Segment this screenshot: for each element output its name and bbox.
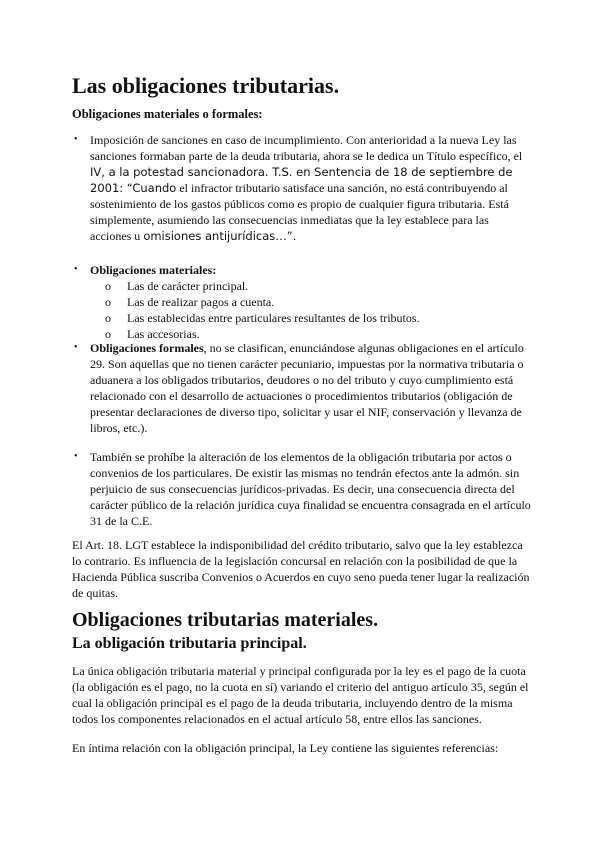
- bullet-dot: •: [74, 134, 78, 145]
- paragraph-referencias: En íntima relación con la obligación principal, la Ley contiene las siguientes referencias:: [72, 741, 499, 755]
- section-heading: Obligaciones tributarias materiales.: [72, 609, 379, 631]
- document-title: Las obligaciones tributarias.: [72, 73, 340, 98]
- bullet-text: También se prohíbe la alteración de los elementos de la obligación tributaria por actos o convenios de los particulares. De existir las mismas no tendrán efectos ante la admón. sin perjuicio de sus consecuencias jurídicos-privadas. Es decir, una consecuencia directa del carácter público de la relación jurídica cuya finalidad se encuentra consagrada en el artículo 31 de la C.E.: [90, 450, 531, 528]
- bullet-text-part: Imposición de sanciones en caso de incumplimiento. Con anterioridad a la nueva Ley las sanciones formaban parte de la deuda tributaria, ahora se le dedica un Título específico, el: [90, 133, 523, 163]
- bullet-text: [90, 132, 532, 244]
- bullet-text-quote-end: omisiones antijurídicas…”.: [143, 229, 297, 243]
- section-subheading: Obligaciones materiales o formales:: [72, 107, 263, 121]
- sub-list-item: [105, 294, 274, 310]
- sub-list-text: Las de carácter principal.: [127, 279, 249, 293]
- paragraph-principal: La única obligación tributaria material y principal configurada por la ley es el pago de la cuota (la obligación es el pago, no la cuota en sí) variando el criterio del antiguo artículo 35, según el cual la obligación principal es el pago de la deuda tributaria, incluyendo dentro de la misma todos los componentes relacionados en el actual artículo 58, entre ellos las sanciones.: [72, 664, 529, 726]
- subbullet-marker: o: [105, 327, 111, 341]
- paragraph-art18: El Art. 18. LGT establece la indisponibilidad del crédito tributario, salvo que la ley establezca lo contrario. Es influencia de la legislación concursal en relación con la posibilidad de que la Hacienda Pública suscriba Convenios o Acuerdos en cuyo seno pueda tener lugar la realización de quitas.: [72, 538, 530, 600]
- subbullet-marker: o: [105, 311, 111, 325]
- sub-list-item: [105, 310, 420, 326]
- sub-list-text: Las accesorias.: [127, 327, 200, 341]
- bullet-text-quote-start: IV, a la potestad sancionadora. T.S. en Sentencia de 18 de septiembre de 2001: “Cuando: [90, 165, 513, 195]
- subbullet-marker: o: [105, 279, 111, 293]
- section-subheading-principal: La obligación tributaria principal.: [72, 635, 307, 652]
- bullet-label: Obligaciones formales: [90, 341, 204, 355]
- bullet-dot: •: [74, 264, 78, 275]
- subbullet-marker: o: [105, 295, 111, 309]
- bullet-text-part: el infractor tributario satisface una sanción, no está contribuyendo al sostenimiento de los gastos públicos como es propio de cualquier figura tributaria. Está simplemente, asumiendo las consecuencias inmediatas que la ley establece para las acciones u: [90, 181, 509, 243]
- bullet-prohibicion: [72, 449, 532, 529]
- bullet-text: , no se clasifican, enunciándose algunas obligaciones en el artículo 29. Son aquellas que no tienen carácter pecuniario, impuestas por la normativa tributaria o aduanera a los obligados tributarios, deudores o no del tributo y cuyo cumplimiento está relacionado con el desarrollo de actuaciones o procedimientos tributarios (obligación de presentar declaraciones de diverso tipo, solicitar y usar el NIF, conservación y llevanza de libros, etc.).: [90, 341, 524, 435]
- bullet-label: Obligaciones materiales:: [90, 263, 217, 277]
- bullet-dot: •: [74, 342, 78, 353]
- bullet-dot: •: [74, 451, 78, 462]
- sub-list-text: Las de realizar pagos a cuenta.: [127, 295, 275, 309]
- bullet-obligaciones-materiales: [72, 262, 532, 278]
- sub-list-item: [105, 278, 248, 294]
- bullet-obligaciones-formales: [72, 340, 532, 436]
- bullet-sanciones: [72, 132, 532, 244]
- sub-list-text: Las establecidas entre particulares resultantes de los tributos.: [127, 311, 420, 325]
